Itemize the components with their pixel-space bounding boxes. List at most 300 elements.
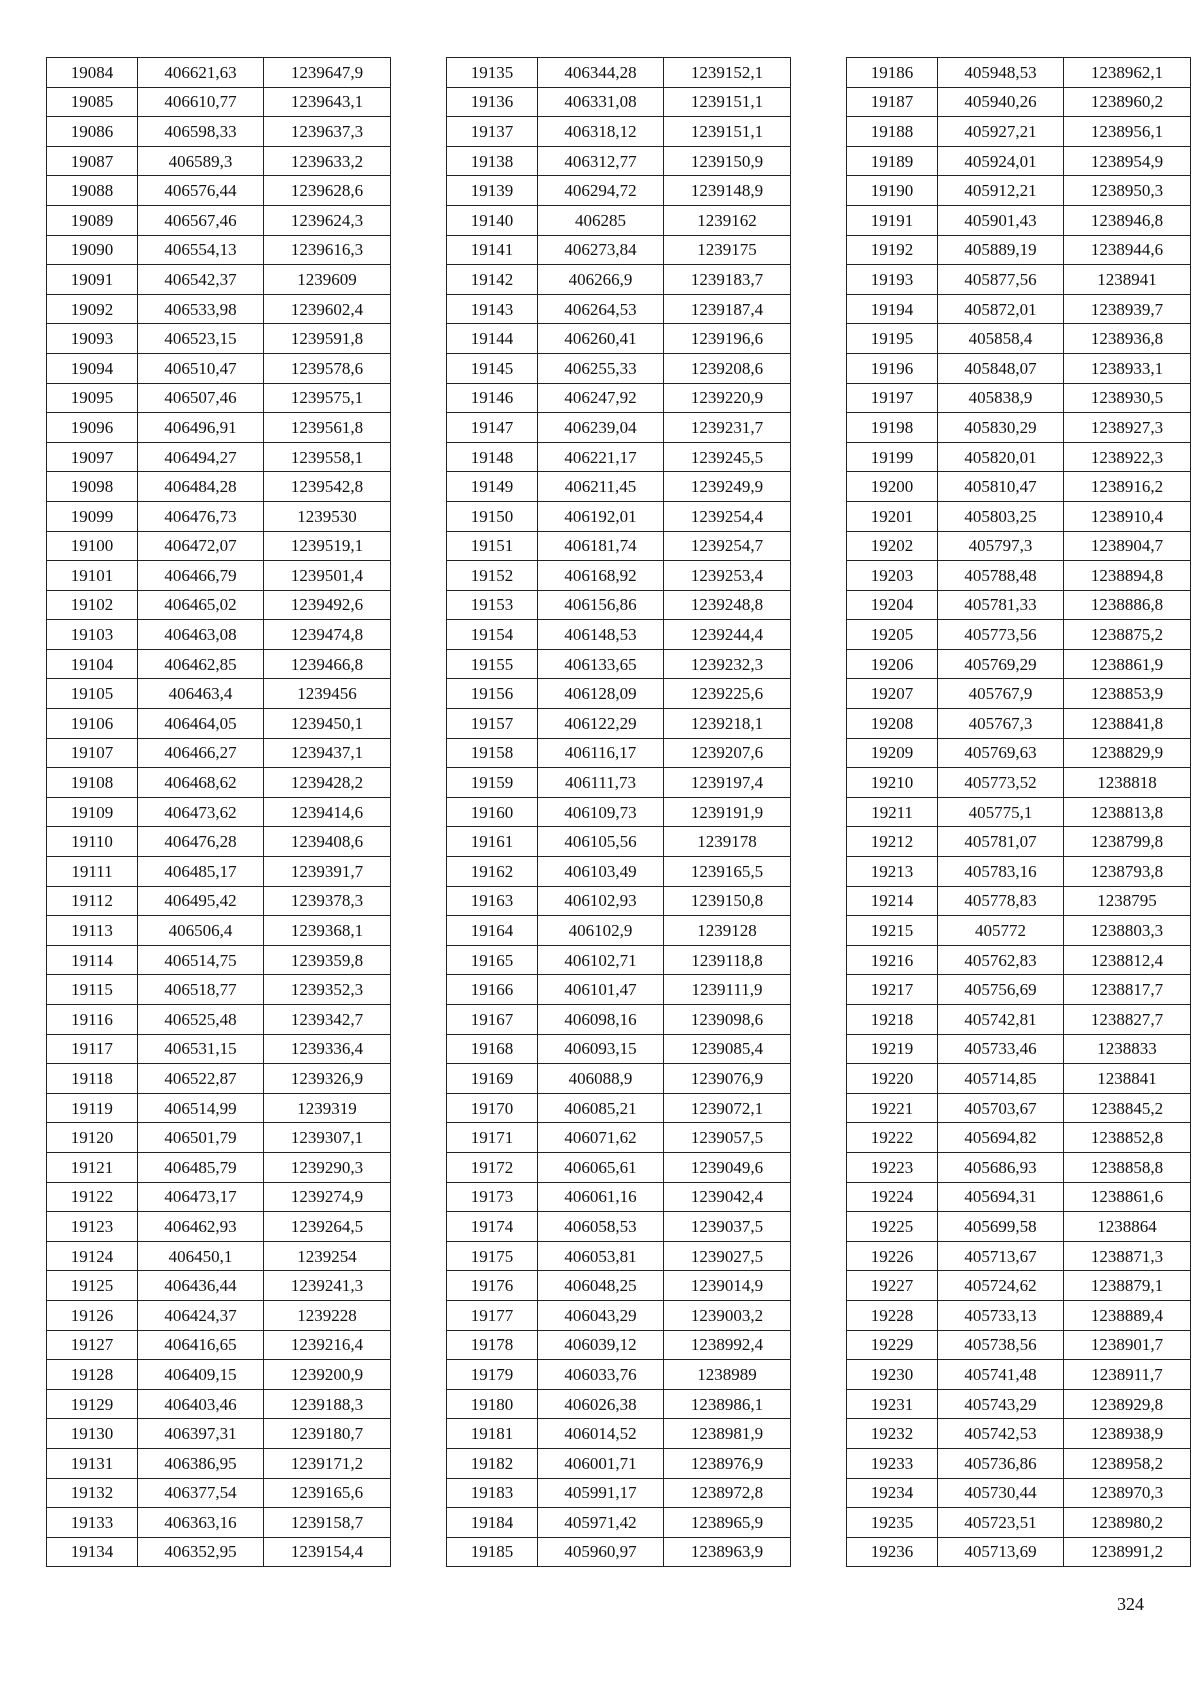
table-row <box>847 1241 1191 1271</box>
table-row <box>847 857 1191 887</box>
point-number-cell: 19146 <box>447 383 538 413</box>
point-number-cell: 19206 <box>847 649 938 679</box>
table-row <box>447 886 791 916</box>
x-coordinate-cell: 406496,91 <box>138 413 264 443</box>
point-number-cell: 19100 <box>47 531 138 561</box>
y-coordinate-cell: 1238813,8 <box>1064 797 1191 827</box>
table-row <box>47 797 391 827</box>
table-row <box>847 413 1191 443</box>
x-coordinate-cell: 405741,48 <box>938 1360 1064 1390</box>
table-row <box>447 738 791 768</box>
table-row <box>47 383 391 413</box>
x-coordinate-cell: 406033,76 <box>538 1360 664 1390</box>
x-coordinate-cell: 406542,37 <box>138 265 264 295</box>
point-number-cell: 19159 <box>447 768 538 798</box>
y-coordinate-cell: 1239148,9 <box>664 176 791 206</box>
y-coordinate-cell: 1239232,3 <box>664 649 791 679</box>
x-coordinate-cell: 405783,16 <box>938 857 1064 887</box>
x-coordinate-cell: 406476,28 <box>138 827 264 857</box>
y-coordinate-cell: 1239542,8 <box>264 472 391 502</box>
y-coordinate-cell: 1238827,7 <box>1064 1005 1191 1035</box>
table-row <box>47 945 391 975</box>
point-number-cell: 19135 <box>447 58 538 88</box>
y-coordinate-cell: 1238976,9 <box>664 1448 791 1478</box>
table-row <box>847 975 1191 1005</box>
y-coordinate-cell: 1239643,1 <box>264 87 391 117</box>
y-coordinate-cell: 1239492,6 <box>264 590 391 620</box>
x-coordinate-cell: 405901,43 <box>938 205 1064 235</box>
x-coordinate-cell: 406116,17 <box>538 738 664 768</box>
table-row <box>847 827 1191 857</box>
y-coordinate-cell: 1238936,8 <box>1064 324 1191 354</box>
point-number-cell: 19221 <box>847 1093 938 1123</box>
x-coordinate-cell: 405810,47 <box>938 472 1064 502</box>
x-coordinate-cell: 406105,56 <box>538 827 664 857</box>
table-row <box>447 857 791 887</box>
x-coordinate-cell: 406463,4 <box>138 679 264 709</box>
y-coordinate-cell: 1239188,3 <box>264 1389 391 1419</box>
table-row <box>447 383 791 413</box>
table-row <box>847 235 1191 265</box>
y-coordinate-cell: 1239342,7 <box>264 1005 391 1035</box>
point-number-cell: 19130 <box>47 1419 138 1449</box>
y-coordinate-cell: 1239152,1 <box>664 58 791 88</box>
point-number-cell: 19128 <box>47 1360 138 1390</box>
point-number-cell: 19211 <box>847 797 938 827</box>
point-number-cell: 19234 <box>847 1478 938 1508</box>
y-coordinate-cell: 1239391,7 <box>264 857 391 887</box>
x-coordinate-cell: 406264,53 <box>538 294 664 324</box>
coordinate-table-1 <box>46 57 391 1567</box>
x-coordinate-cell: 406468,62 <box>138 768 264 798</box>
table-row <box>447 1271 791 1301</box>
y-coordinate-cell: 1239218,1 <box>664 709 791 739</box>
y-coordinate-cell: 1238910,4 <box>1064 501 1191 531</box>
table-row <box>47 1537 391 1567</box>
table-row <box>447 945 791 975</box>
table-row <box>447 590 791 620</box>
table-row <box>47 1212 391 1242</box>
x-coordinate-cell: 405713,67 <box>938 1241 1064 1271</box>
point-number-cell: 19114 <box>47 945 138 975</box>
point-number-cell: 19152 <box>447 561 538 591</box>
x-coordinate-cell: 406554,13 <box>138 235 264 265</box>
table-row <box>847 620 1191 650</box>
point-number-cell: 19138 <box>447 146 538 176</box>
table-row <box>847 472 1191 502</box>
table-row <box>847 1182 1191 1212</box>
point-number-cell: 19233 <box>847 1448 938 1478</box>
table-row <box>447 531 791 561</box>
x-coordinate-cell: 405924,01 <box>938 146 1064 176</box>
point-number-cell: 19157 <box>447 709 538 739</box>
table-row <box>47 1152 391 1182</box>
x-coordinate-cell: 405912,21 <box>938 176 1064 206</box>
point-number-cell: 19164 <box>447 916 538 946</box>
point-number-cell: 19200 <box>847 472 938 502</box>
point-number-cell: 19132 <box>47 1478 138 1508</box>
y-coordinate-cell: 1238965,9 <box>664 1508 791 1538</box>
table-row <box>847 709 1191 739</box>
table-row <box>847 590 1191 620</box>
y-coordinate-cell: 1238853,9 <box>1064 679 1191 709</box>
x-coordinate-cell: 405940,26 <box>938 87 1064 117</box>
table-row <box>847 117 1191 147</box>
table-row <box>447 1182 791 1212</box>
x-coordinate-cell: 406484,28 <box>138 472 264 502</box>
x-coordinate-cell: 406102,93 <box>538 886 664 916</box>
table-row <box>447 353 791 383</box>
point-number-cell: 19214 <box>847 886 938 916</box>
table-row <box>447 501 791 531</box>
x-coordinate-cell: 405769,63 <box>938 738 1064 768</box>
table-row <box>847 1123 1191 1153</box>
x-coordinate-cell: 406424,37 <box>138 1300 264 1330</box>
table-row <box>847 1508 1191 1538</box>
y-coordinate-cell: 1238954,9 <box>1064 146 1191 176</box>
table-row <box>847 294 1191 324</box>
point-number-cell: 19196 <box>847 353 938 383</box>
table-row <box>447 235 791 265</box>
point-number-cell: 19203 <box>847 561 938 591</box>
table-row <box>847 205 1191 235</box>
point-number-cell: 19086 <box>47 117 138 147</box>
point-number-cell: 19144 <box>447 324 538 354</box>
x-coordinate-cell: 406071,62 <box>538 1123 664 1153</box>
x-coordinate-cell: 406507,46 <box>138 383 264 413</box>
x-coordinate-cell: 405971,42 <box>538 1508 664 1538</box>
point-number-cell: 19093 <box>47 324 138 354</box>
point-number-cell: 19174 <box>447 1212 538 1242</box>
table-row <box>47 205 391 235</box>
y-coordinate-cell: 1239254,7 <box>664 531 791 561</box>
x-coordinate-cell: 406026,38 <box>538 1389 664 1419</box>
point-number-cell: 19139 <box>447 176 538 206</box>
point-number-cell: 19199 <box>847 442 938 472</box>
point-number-cell: 19153 <box>447 590 538 620</box>
x-coordinate-cell: 406148,53 <box>538 620 664 650</box>
x-coordinate-cell: 406331,08 <box>538 87 664 117</box>
x-coordinate-cell: 406101,47 <box>538 975 664 1005</box>
x-coordinate-cell: 406318,12 <box>538 117 664 147</box>
y-coordinate-cell: 1239042,4 <box>664 1182 791 1212</box>
point-number-cell: 19149 <box>447 472 538 502</box>
point-number-cell: 19115 <box>47 975 138 1005</box>
table-row <box>847 1005 1191 1035</box>
y-coordinate-cell: 1238845,2 <box>1064 1093 1191 1123</box>
y-coordinate-cell: 1238803,3 <box>1064 916 1191 946</box>
table-row <box>447 1005 791 1035</box>
point-number-cell: 19208 <box>847 709 938 739</box>
table-row <box>47 1360 391 1390</box>
x-coordinate-cell: 406273,84 <box>538 235 664 265</box>
x-coordinate-cell: 405781,07 <box>938 827 1064 857</box>
table-row <box>847 501 1191 531</box>
y-coordinate-cell: 1239244,4 <box>664 620 791 650</box>
table-row <box>47 146 391 176</box>
y-coordinate-cell: 1239378,3 <box>264 886 391 916</box>
x-coordinate-cell: 406525,48 <box>138 1005 264 1035</box>
x-coordinate-cell: 406494,27 <box>138 442 264 472</box>
y-coordinate-cell: 1238972,8 <box>664 1478 791 1508</box>
x-coordinate-cell: 406409,15 <box>138 1360 264 1390</box>
x-coordinate-cell: 406576,44 <box>138 176 264 206</box>
table-row <box>447 117 791 147</box>
point-number-cell: 19222 <box>847 1123 938 1153</box>
y-coordinate-cell: 1238922,3 <box>1064 442 1191 472</box>
x-coordinate-cell: 406088,9 <box>538 1064 664 1094</box>
point-number-cell: 19202 <box>847 531 938 561</box>
point-number-cell: 19126 <box>47 1300 138 1330</box>
table-row <box>47 975 391 1005</box>
table-row <box>47 1005 391 1035</box>
table-row <box>447 324 791 354</box>
table-row <box>47 353 391 383</box>
x-coordinate-cell: 406462,85 <box>138 649 264 679</box>
x-coordinate-cell: 406065,61 <box>538 1152 664 1182</box>
table-row <box>47 886 391 916</box>
point-number-cell: 19087 <box>47 146 138 176</box>
table-row <box>47 1330 391 1360</box>
table-row <box>47 117 391 147</box>
table-row <box>847 176 1191 206</box>
table-row <box>847 1389 1191 1419</box>
point-number-cell: 19166 <box>447 975 538 1005</box>
point-number-cell: 19113 <box>47 916 138 946</box>
table-row <box>447 413 791 443</box>
point-number-cell: 19201 <box>847 501 938 531</box>
y-coordinate-cell: 1239197,4 <box>664 768 791 798</box>
point-number-cell: 19235 <box>847 1508 938 1538</box>
point-number-cell: 19170 <box>447 1093 538 1123</box>
table-row <box>447 1212 791 1242</box>
point-number-cell: 19111 <box>47 857 138 887</box>
table-row <box>847 265 1191 295</box>
x-coordinate-cell: 406473,17 <box>138 1182 264 1212</box>
table-row <box>47 442 391 472</box>
table-row <box>847 58 1191 88</box>
y-coordinate-cell: 1239319 <box>264 1093 391 1123</box>
table-row <box>47 916 391 946</box>
table-row <box>47 1389 391 1419</box>
x-coordinate-cell: 406464,05 <box>138 709 264 739</box>
x-coordinate-cell: 405948,53 <box>938 58 1064 88</box>
point-number-cell: 19129 <box>47 1389 138 1419</box>
table-row <box>47 738 391 768</box>
x-coordinate-cell: 406168,92 <box>538 561 664 591</box>
y-coordinate-cell: 1239352,3 <box>264 975 391 1005</box>
y-coordinate-cell: 1239456 <box>264 679 391 709</box>
y-coordinate-cell: 1238992,4 <box>664 1330 791 1360</box>
x-coordinate-cell: 405743,29 <box>938 1389 1064 1419</box>
x-coordinate-cell: 405772 <box>938 916 1064 946</box>
point-number-cell: 19179 <box>447 1360 538 1390</box>
table-row <box>447 1034 791 1064</box>
y-coordinate-cell: 1238879,1 <box>1064 1271 1191 1301</box>
y-coordinate-cell: 1239602,4 <box>264 294 391 324</box>
point-number-cell: 19232 <box>847 1419 938 1449</box>
table-row <box>47 531 391 561</box>
x-coordinate-cell: 406294,72 <box>538 176 664 206</box>
point-number-cell: 19207 <box>847 679 938 709</box>
table-row <box>47 413 391 443</box>
point-number-cell: 19160 <box>447 797 538 827</box>
point-number-cell: 19109 <box>47 797 138 827</box>
table-row <box>847 146 1191 176</box>
y-coordinate-cell: 1239027,5 <box>664 1241 791 1271</box>
point-number-cell: 19190 <box>847 176 938 206</box>
table-row <box>447 1508 791 1538</box>
point-number-cell: 19172 <box>447 1152 538 1182</box>
point-number-cell: 19171 <box>447 1123 538 1153</box>
table-row <box>847 679 1191 709</box>
point-number-cell: 19216 <box>847 945 938 975</box>
table-row <box>47 1271 391 1301</box>
point-number-cell: 19131 <box>47 1448 138 1478</box>
x-coordinate-cell: 406247,92 <box>538 383 664 413</box>
point-number-cell: 19092 <box>47 294 138 324</box>
x-coordinate-cell: 406363,16 <box>138 1508 264 1538</box>
point-number-cell: 19192 <box>847 235 938 265</box>
point-number-cell: 19204 <box>847 590 938 620</box>
point-number-cell: 19096 <box>47 413 138 443</box>
x-coordinate-cell: 405713,69 <box>938 1537 1064 1567</box>
table-row <box>847 1034 1191 1064</box>
table-row <box>47 1182 391 1212</box>
x-coordinate-cell: 405694,31 <box>938 1182 1064 1212</box>
x-coordinate-cell: 405742,81 <box>938 1005 1064 1035</box>
y-coordinate-cell: 1239578,6 <box>264 353 391 383</box>
y-coordinate-cell: 1239437,1 <box>264 738 391 768</box>
point-number-cell: 19168 <box>447 1034 538 1064</box>
x-coordinate-cell: 405694,82 <box>938 1123 1064 1153</box>
y-coordinate-cell: 1239191,9 <box>664 797 791 827</box>
table-row <box>847 324 1191 354</box>
y-coordinate-cell: 1239187,4 <box>664 294 791 324</box>
x-coordinate-cell: 406103,49 <box>538 857 664 887</box>
x-coordinate-cell: 405769,29 <box>938 649 1064 679</box>
y-coordinate-cell: 1239128 <box>664 916 791 946</box>
x-coordinate-cell: 406386,95 <box>138 1448 264 1478</box>
x-coordinate-cell: 406589,3 <box>138 146 264 176</box>
point-number-cell: 19178 <box>447 1330 538 1360</box>
y-coordinate-cell: 1239183,7 <box>664 265 791 295</box>
table-row <box>847 531 1191 561</box>
x-coordinate-cell: 405733,46 <box>938 1034 1064 1064</box>
y-coordinate-cell: 1239072,1 <box>664 1093 791 1123</box>
y-coordinate-cell: 1238930,5 <box>1064 383 1191 413</box>
table-row <box>447 1093 791 1123</box>
x-coordinate-cell: 405723,51 <box>938 1508 1064 1538</box>
table-row <box>47 1419 391 1449</box>
x-coordinate-cell: 406531,15 <box>138 1034 264 1064</box>
point-number-cell: 19186 <box>847 58 938 88</box>
x-coordinate-cell: 405797,3 <box>938 531 1064 561</box>
x-coordinate-cell: 405778,83 <box>938 886 1064 916</box>
point-number-cell: 19124 <box>47 1241 138 1271</box>
table-row <box>447 87 791 117</box>
table-row <box>447 146 791 176</box>
point-number-cell: 19090 <box>47 235 138 265</box>
x-coordinate-cell: 405756,69 <box>938 975 1064 1005</box>
y-coordinate-cell: 1239196,6 <box>664 324 791 354</box>
y-coordinate-cell: 1239165,6 <box>264 1478 391 1508</box>
x-coordinate-cell: 405699,58 <box>938 1212 1064 1242</box>
y-coordinate-cell: 1238980,2 <box>1064 1508 1191 1538</box>
point-number-cell: 19161 <box>447 827 538 857</box>
y-coordinate-cell: 1238793,8 <box>1064 857 1191 887</box>
x-coordinate-cell: 405738,56 <box>938 1330 1064 1360</box>
table-row <box>447 1389 791 1419</box>
table-row <box>447 620 791 650</box>
y-coordinate-cell: 1238927,3 <box>1064 413 1191 443</box>
table-row <box>847 649 1191 679</box>
table-row <box>847 916 1191 946</box>
x-coordinate-cell: 406181,74 <box>538 531 664 561</box>
x-coordinate-cell: 405773,56 <box>938 620 1064 650</box>
x-coordinate-cell: 406518,77 <box>138 975 264 1005</box>
x-coordinate-cell: 406506,4 <box>138 916 264 946</box>
table-row <box>847 886 1191 916</box>
point-number-cell: 19123 <box>47 1212 138 1242</box>
table-row <box>47 176 391 206</box>
x-coordinate-cell: 405877,56 <box>938 265 1064 295</box>
x-coordinate-cell: 406192,01 <box>538 501 664 531</box>
y-coordinate-cell: 1238861,9 <box>1064 649 1191 679</box>
table-row <box>47 235 391 265</box>
y-coordinate-cell: 1238933,1 <box>1064 353 1191 383</box>
x-coordinate-cell: 405838,9 <box>938 383 1064 413</box>
table-row <box>447 1448 791 1478</box>
point-number-cell: 19236 <box>847 1537 938 1567</box>
table-row <box>47 1123 391 1153</box>
point-number-cell: 19141 <box>447 235 538 265</box>
y-coordinate-cell: 1239162 <box>664 205 791 235</box>
table-row <box>847 797 1191 827</box>
point-number-cell: 19133 <box>47 1508 138 1538</box>
y-coordinate-cell: 1238960,2 <box>1064 87 1191 117</box>
table-row <box>447 797 791 827</box>
x-coordinate-cell: 406514,99 <box>138 1093 264 1123</box>
point-number-cell: 19191 <box>847 205 938 235</box>
x-coordinate-cell: 406416,65 <box>138 1330 264 1360</box>
point-number-cell: 19205 <box>847 620 938 650</box>
y-coordinate-cell: 1239249,9 <box>664 472 791 502</box>
point-number-cell: 19217 <box>847 975 938 1005</box>
x-coordinate-cell: 405724,62 <box>938 1271 1064 1301</box>
table-row <box>447 1300 791 1330</box>
x-coordinate-cell: 405686,93 <box>938 1152 1064 1182</box>
point-number-cell: 19162 <box>447 857 538 887</box>
x-coordinate-cell: 406598,33 <box>138 117 264 147</box>
x-coordinate-cell: 406122,29 <box>538 709 664 739</box>
point-number-cell: 19105 <box>47 679 138 709</box>
x-coordinate-cell: 405714,85 <box>938 1064 1064 1094</box>
x-coordinate-cell: 406085,21 <box>538 1093 664 1123</box>
point-number-cell: 19158 <box>447 738 538 768</box>
y-coordinate-cell: 1239326,9 <box>264 1064 391 1094</box>
y-coordinate-cell: 1239519,1 <box>264 531 391 561</box>
y-coordinate-cell: 1238958,2 <box>1064 1448 1191 1478</box>
table-row <box>847 945 1191 975</box>
x-coordinate-cell: 406014,52 <box>538 1419 664 1449</box>
point-number-cell: 19140 <box>447 205 538 235</box>
point-number-cell: 19177 <box>447 1300 538 1330</box>
point-number-cell: 19107 <box>47 738 138 768</box>
table-row <box>47 1478 391 1508</box>
point-number-cell: 19225 <box>847 1212 938 1242</box>
x-coordinate-cell: 406102,9 <box>538 916 664 946</box>
